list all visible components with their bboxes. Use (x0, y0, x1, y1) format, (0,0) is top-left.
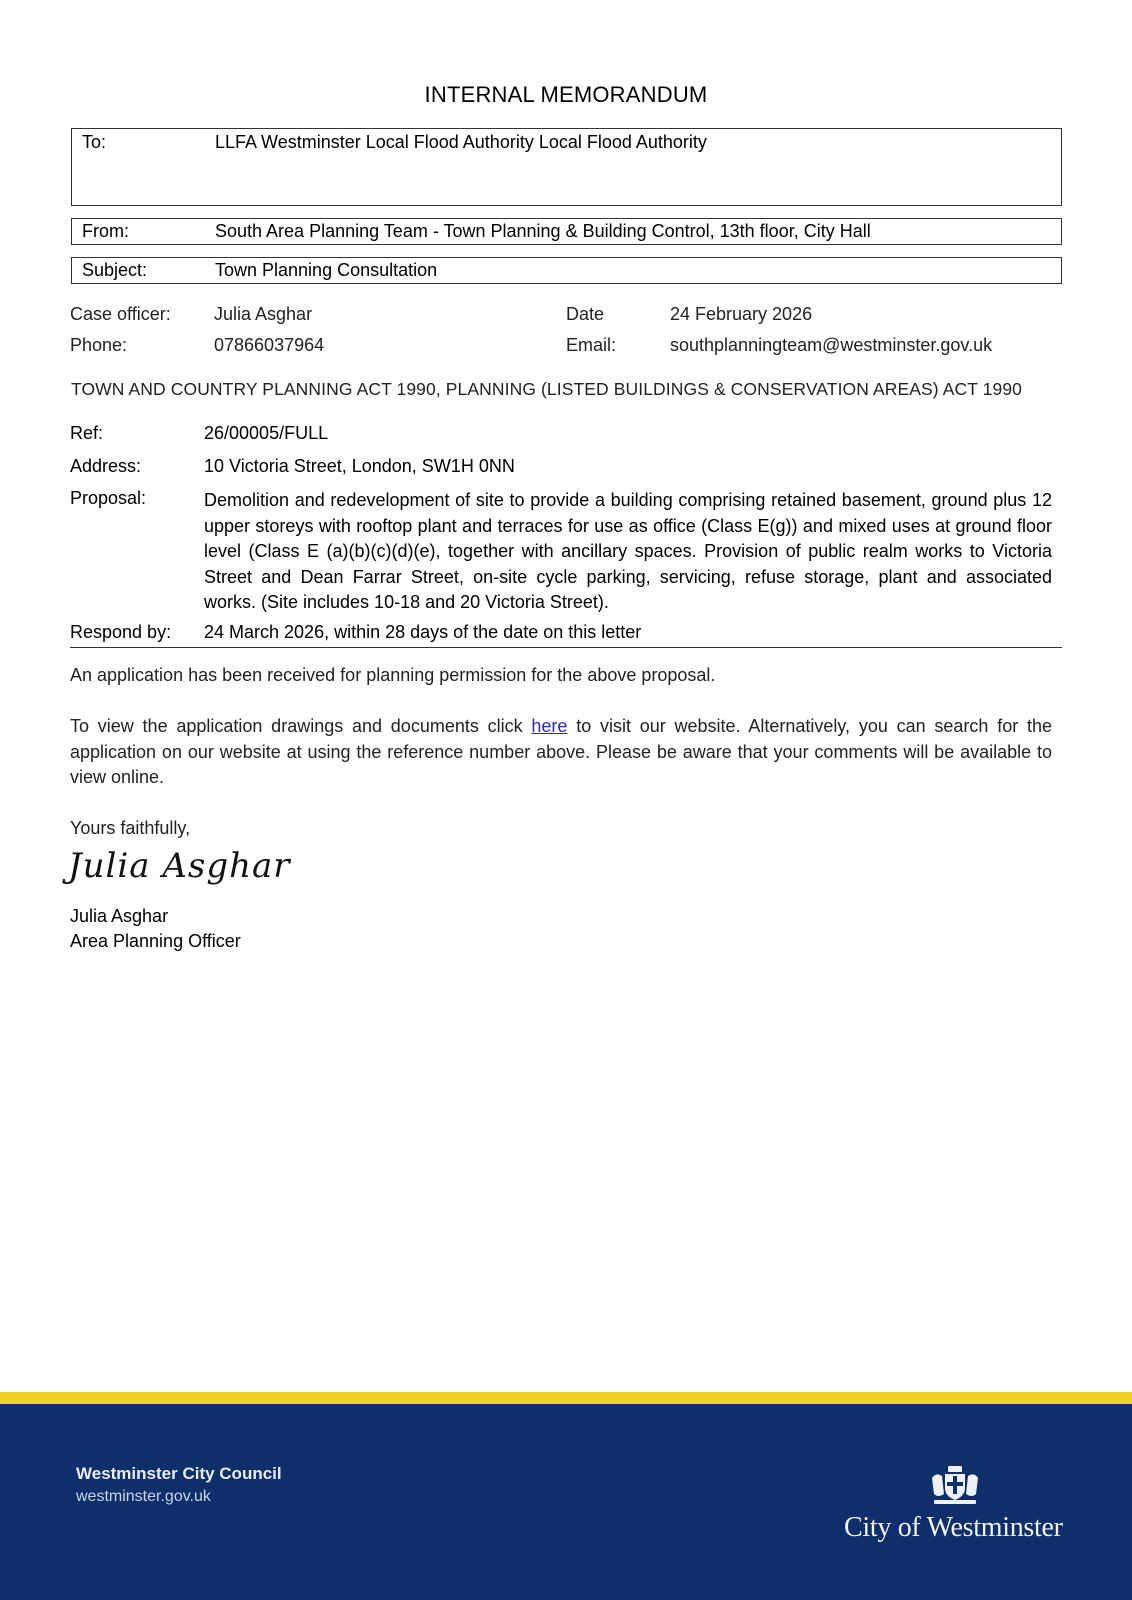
footer-council-name: Westminster City Council (76, 1464, 282, 1483)
section-divider (70, 647, 1062, 648)
case-officer-value: Julia Asghar (214, 304, 313, 324)
coat-of-arms-icon (928, 1464, 982, 1506)
date-value: 24 February 2026 (670, 304, 813, 324)
from-label: From: (82, 221, 129, 241)
act-heading: TOWN AND COUNTRY PLANNING ACT 1990, PLANNING (LISTED BUILDINGS & CONSERVATION AREAS) ACT 1990 (71, 379, 1023, 399)
to-box (71, 128, 1062, 206)
ref-value: 26/00005/FULL (204, 423, 329, 443)
memo-title: INTERNAL MEMORANDUM (424, 82, 708, 107)
subject-value: Town Planning Consultation (215, 260, 438, 280)
case-officer-label: Case officer: (70, 304, 171, 324)
footer-url: westminster.gov.uk (76, 1488, 211, 1505)
proposal-label: Proposal: (70, 488, 147, 508)
from-box (71, 218, 1062, 245)
from-value: South Area Planning Team - Town Planning & Building Control, 13th floor, City Hall (215, 221, 871, 241)
body-paragraph-2 (70, 714, 1052, 791)
city-of-westminster-logo: City of Westminster (844, 1512, 1063, 1543)
proposal-value: Demolition and redevelopment of site to provide a building comprising retained basement, ground plus 12 upper storeys with rooftop plant and terraces for use as office (Class E(g)) and mixed uses at ground floor level (Class E (a)(b)(c)(d)(e), together with ancillary spaces. Provision of public realm works to Victoria Street and Dean Farrar Street, on-site cycle parking, servicing, refuse storage, plant and associated works. (Site includes 10-18 and 20 Victoria Street). (204, 490, 1052, 612)
respond-by-label: Respond by: (70, 622, 172, 642)
phone-label: Phone: (70, 335, 128, 355)
email-label: Email: (566, 335, 617, 355)
date-label: Date (566, 304, 605, 324)
address-label: Address: (70, 456, 142, 476)
subject-box (71, 257, 1062, 284)
address-value: 10 Victoria Street, London, SW1H 0NN (204, 456, 515, 476)
para2-text-before: To view the application drawings and documents click (70, 716, 532, 736)
email-value: southplanningteam@westminster.gov.uk (670, 335, 993, 355)
to-value: LLFA Westminster Local Flood Authority Local Flood Authority (215, 132, 707, 152)
para2-text-after: to visit our website. Alternatively, you can search for the application on our website at using the reference number above. Please be aware that your comments will be available to view online. (70, 716, 1052, 787)
respond-by-value: 24 March 2026, within 28 days of the date on this letter (204, 622, 642, 642)
to-label: To: (82, 132, 107, 152)
handwritten-signature: Julia Asghar (68, 846, 291, 886)
signatory-role: Area Planning Officer (70, 931, 241, 951)
phone-value: 07866037964 (214, 335, 325, 355)
website-link[interactable]: here (531, 716, 568, 736)
body-paragraph-1: An application has been received for planning permission for the above proposal. (70, 665, 716, 685)
subject-label: Subject: (82, 260, 148, 280)
ref-label: Ref: (70, 423, 104, 443)
closing-text: Yours faithfully, (70, 818, 191, 838)
signatory-name: Julia Asghar (70, 906, 169, 926)
footer-yellow-stripe (0, 1392, 1132, 1404)
